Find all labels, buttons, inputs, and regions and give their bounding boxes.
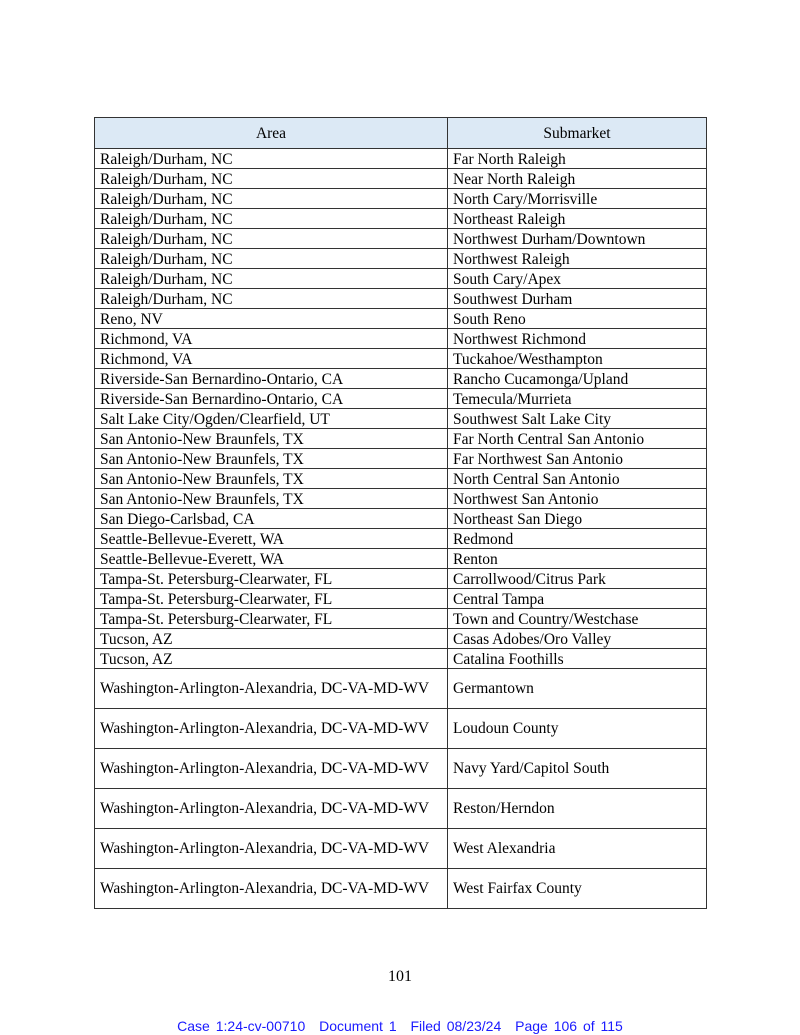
table-body: [95, 149, 707, 909]
table-row: [95, 229, 707, 249]
area-cell: Raleigh/Durham, NC: [95, 149, 448, 169]
table-row: [95, 469, 707, 489]
submarket-cell: Northwest Richmond: [448, 329, 707, 349]
table-row: [95, 529, 707, 549]
submarket-cell: Far North Central San Antonio: [448, 429, 707, 449]
area-cell: San Antonio-New Braunfels, TX: [95, 449, 448, 469]
submarket-cell: Town and Country/Westchase: [448, 609, 707, 629]
page-number: 101: [388, 968, 412, 985]
table-row: [95, 189, 707, 209]
area-cell: Seattle-Bellevue-Everett, WA: [95, 529, 448, 549]
submarket-cell: West Alexandria: [448, 829, 707, 869]
submarket-cell: North Central San Antonio: [448, 469, 707, 489]
area-cell: Raleigh/Durham, NC: [95, 269, 448, 289]
area-cell: Tampa-St. Petersburg-Clearwater, FL: [95, 609, 448, 629]
table-row: [95, 829, 707, 869]
submarket-cell: South Cary/Apex: [448, 269, 707, 289]
table-row: [95, 869, 707, 909]
footer-filed-date: Filed 08/23/24: [410, 1018, 502, 1034]
table-row: [95, 549, 707, 569]
area-cell: Reno, NV: [95, 309, 448, 329]
table-row: [95, 609, 707, 629]
table-row: [95, 289, 707, 309]
table-row: [95, 409, 707, 429]
submarket-cell: Tuckahoe/Westhampton: [448, 349, 707, 369]
table-row: [95, 329, 707, 349]
submarket-cell: Northeast San Diego: [448, 509, 707, 529]
area-cell: Raleigh/Durham, NC: [95, 169, 448, 189]
case-footer: [0, 1018, 800, 1034]
area-cell: San Diego-Carlsbad, CA: [95, 509, 448, 529]
table-row: [95, 209, 707, 229]
area-cell: San Antonio-New Braunfels, TX: [95, 429, 448, 449]
table-row: [95, 789, 707, 829]
table-row: [95, 429, 707, 449]
table-row: [95, 669, 707, 709]
table-row: [95, 389, 707, 409]
table-row: [95, 369, 707, 389]
footer-case-number: Case 1:24-cv-00710: [177, 1018, 306, 1034]
area-cell: Washington-Arlington-Alexandria, DC-VA-MD-WV: [95, 669, 448, 709]
submarket-cell: Northeast Raleigh: [448, 209, 707, 229]
area-cell: Raleigh/Durham, NC: [95, 289, 448, 309]
area-cell: San Antonio-New Braunfels, TX: [95, 469, 448, 489]
area-cell: Washington-Arlington-Alexandria, DC-VA-MD-WV: [95, 829, 448, 869]
area-cell: Raleigh/Durham, NC: [95, 189, 448, 209]
submarket-cell: Rancho Cucamonga/Upland: [448, 369, 707, 389]
area-cell: San Antonio-New Braunfels, TX: [95, 489, 448, 509]
submarket-cell: Casas Adobes/Oro Valley: [448, 629, 707, 649]
area-cell: Washington-Arlington-Alexandria, DC-VA-MD-WV: [95, 869, 448, 909]
table-row: [95, 629, 707, 649]
table-header-row: [95, 118, 707, 149]
submarket-cell: Temecula/Murrieta: [448, 389, 707, 409]
area-cell: Tampa-St. Petersburg-Clearwater, FL: [95, 569, 448, 589]
column-header-area: Area: [95, 118, 448, 149]
area-cell: Riverside-San Bernardino-Ontario, CA: [95, 369, 448, 389]
area-cell: Washington-Arlington-Alexandria, DC-VA-MD-WV: [95, 789, 448, 829]
table-row: [95, 349, 707, 369]
area-cell: Tucson, AZ: [95, 629, 448, 649]
submarket-cell: Central Tampa: [448, 589, 707, 609]
submarket-table: [94, 117, 707, 909]
submarket-cell: Northwest Durham/Downtown: [448, 229, 707, 249]
area-cell: Washington-Arlington-Alexandria, DC-VA-MD-WV: [95, 749, 448, 789]
submarket-cell: Catalina Foothills: [448, 649, 707, 669]
area-cell: Raleigh/Durham, NC: [95, 209, 448, 229]
submarket-cell: Far North Raleigh: [448, 149, 707, 169]
submarket-cell: Near North Raleigh: [448, 169, 707, 189]
submarket-cell: Far Northwest San Antonio: [448, 449, 707, 469]
submarket-cell: Navy Yard/Capitol South: [448, 749, 707, 789]
submarket-cell: Renton: [448, 549, 707, 569]
table-row: [95, 709, 707, 749]
submarket-cell: Redmond: [448, 529, 707, 549]
submarket-cell: Loudoun County: [448, 709, 707, 749]
column-header-submarket: Submarket: [448, 118, 707, 149]
area-cell: Tampa-St. Petersburg-Clearwater, FL: [95, 589, 448, 609]
table-row: [95, 169, 707, 189]
table-row: [95, 149, 707, 169]
submarket-cell: West Fairfax County: [448, 869, 707, 909]
area-cell: Seattle-Bellevue-Everett, WA: [95, 549, 448, 569]
submarket-cell: Northwest Raleigh: [448, 249, 707, 269]
submarket-cell: Southwest Salt Lake City: [448, 409, 707, 429]
area-cell: Riverside-San Bernardino-Ontario, CA: [95, 389, 448, 409]
area-cell: Salt Lake City/Ogden/Clearfield, UT: [95, 409, 448, 429]
submarket-cell: South Reno: [448, 309, 707, 329]
table-row: [95, 649, 707, 669]
submarket-cell: Northwest San Antonio: [448, 489, 707, 509]
submarket-cell: Germantown: [448, 669, 707, 709]
table-row: [95, 489, 707, 509]
table-row: [95, 589, 707, 609]
area-cell: Tucson, AZ: [95, 649, 448, 669]
area-cell: Raleigh/Durham, NC: [95, 229, 448, 249]
area-cell: Richmond, VA: [95, 349, 448, 369]
area-cell: Raleigh/Durham, NC: [95, 249, 448, 269]
table-row: [95, 509, 707, 529]
area-cell: Richmond, VA: [95, 329, 448, 349]
submarket-cell: Southwest Durham: [448, 289, 707, 309]
footer-page-count: Page 106 of 115: [515, 1018, 623, 1034]
table-row: [95, 569, 707, 589]
table-row: [95, 249, 707, 269]
submarket-cell: North Cary/Morrisville: [448, 189, 707, 209]
table-row: [95, 309, 707, 329]
table-row: [95, 749, 707, 789]
footer-document: Document 1: [319, 1018, 397, 1034]
submarket-cell: Reston/Herndon: [448, 789, 707, 829]
submarket-cell: Carrollwood/Citrus Park: [448, 569, 707, 589]
table-row: [95, 449, 707, 469]
table-row: [95, 269, 707, 289]
area-cell: Washington-Arlington-Alexandria, DC-VA-MD-WV: [95, 709, 448, 749]
